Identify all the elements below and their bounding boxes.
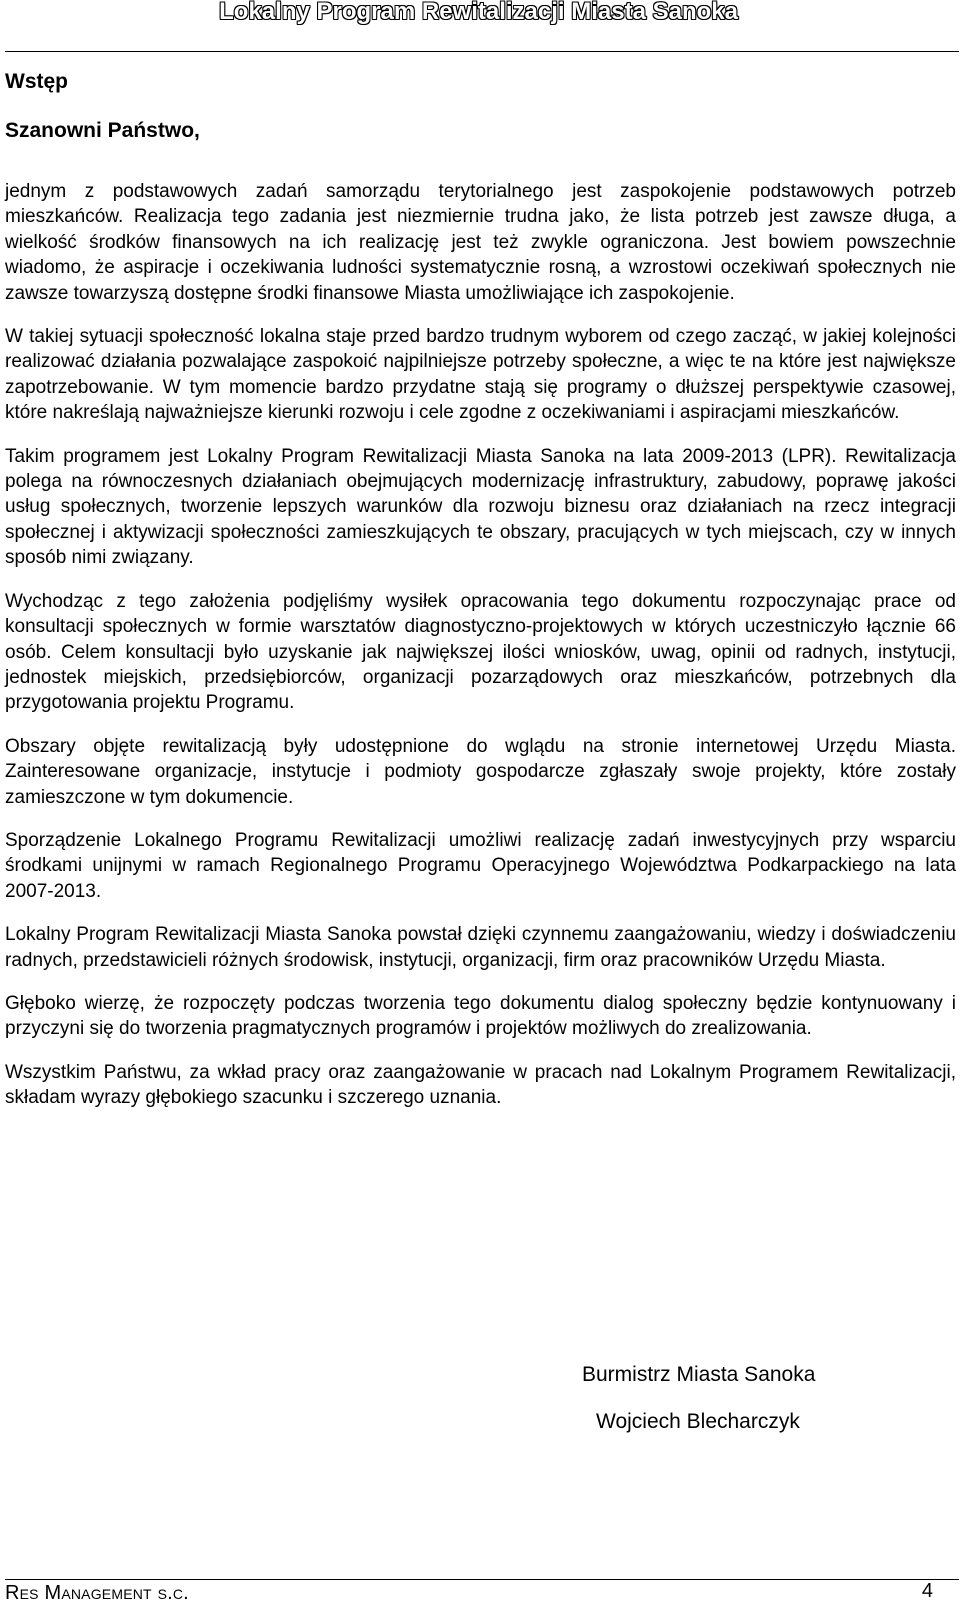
page-header <box>0 0 960 54</box>
body-paragraph: Lokalny Program Rewitalizacji Miasta Sanoka powstał dzięki czynnemu zaangażowaniu, wiedzy i doświadczeniu radnych, przedstawicieli różnych środowisk, instytucji, organizacji, firm oraz pracowników Urzędu Miasta. <box>5 924 956 971</box>
body-paragraph: jednym z podstawowych zadań samorządu terytorialnego jest zaspokojenie podstawowych potrzeb mieszkańców. Realizacja tego zadania jest niezmiernie trudna jako, że lista potrzeb jest zawsze długa, a wielkość środków finansowych na ich realizację jest też zwykle ograniczona. Jest bowiem powszechnie wiadomo, że aspiracje i oczekiwania ludności systematycznie rosną, a wzrostowi oczekiwań społecznych nie zawsze towarzyszą dostępne środki finansowe Miasta umożliwiające ich zaspokojenie. <box>5 181 956 304</box>
footer-rule <box>5 1579 959 1580</box>
section-heading: Wstęp <box>5 70 68 93</box>
footer-company: Res Management s.c. <box>5 1582 189 1604</box>
body-paragraph: Takim programem jest Lokalny Program Rewitalizacji Miasta Sanoka na lata 2009-2013 (LPR). Rewitalizacja polega na równoczesnych działaniach obejmujących modernizację infrastruktury, zabudowy, poprawę jakości usług społecznych, tworzenie lepszych warunków dla rozwoju biznesu oraz działaniach na rzecz integracji społecznej i aktywizacji społeczności zamieszkujących te obszary, pracujących w tych miejscach, czy w innych sposób nimi związany. <box>5 445 956 569</box>
body-paragraph: Sporządzenie Lokalnego Programu Rewitalizacji umożliwi realizację zadań inwestycyjnych przy wsparciu środkami unijnymi w ramach Regionalnego Programu Operacyjnego Województwa Podkarpackiego na lata 2007-2013. <box>5 829 956 902</box>
body-paragraph: Wychodząc z tego założenia podjęliśmy wysiłek opracowania tego dokumentu rozpoczynając prace od konsultacji społecznych w formie warsztatów diagnostyczno-projektowych w których uczestniczyło łącznie 66 osób. Celem konsultacji było uzyskanie jak największej ilości wniosków, uwag, opinii od radnych, instytucji, jednostek miejskich, przedsiębiorców, organizacji pozarządowych oraz mieszkańców, potrzebnych dla przygotowania projektu Programu. <box>5 590 956 714</box>
header-rule <box>5 51 959 52</box>
document-body <box>5 62 956 1129</box>
body-paragraph: W takiej sytuacji społeczność lokalna staje przed bardzo trudnym wyborem od czego zacząć, w jakiej kolejności realizować działania pozwalające zaspokoić najpilniejsze potrzeby społeczne, a więc te na które jest największe zapotrzebowanie. W tym momencie bardzo przydatne stają się programy o dłuższej perspektywie czasowej, które nakreślają najważniejsze kierunki rozwoju i cele zgodne z oczekiwaniami i aspiracjami mieszkańców. <box>5 326 956 424</box>
body-paragraph: Wszystkim Państwu, za wkład pracy oraz zaangażowanie w pracach nad Lokalnym Programem Rewitalizacji, składam wyrazy głębokiego szacunku i szczerego uznania. <box>5 1061 956 1109</box>
salutation: Szanowni Państwo, <box>5 119 200 142</box>
signature-role: Burmistrz Miasta Sanoka <box>582 1363 816 1386</box>
signature-name: Wojciech Blecharczyk <box>596 1410 800 1433</box>
body-paragraph: Obszary objęte rewitalizacją były udostępnione do wglądu na stronie internetowej Urzędu Miasta. Zainteresowane organizacje, instytucje i podmioty gospodarcze zgłaszały swoje projekty, które zostały zamieszczone w tym dokumencie. <box>5 735 956 808</box>
page-number: 4 <box>921 1580 933 1602</box>
running-title: Lokalny Program Rewitalizacji Miasta Sanoka <box>219 0 738 25</box>
body-paragraph: Głęboko wierzę, że rozpoczęty podczas tworzenia tego dokumentu dialog społeczny będzie kontynuowany i przyczyni się do tworzenia pragmatycznych programów i projektów możliwych do zrealizowania. <box>5 992 956 1040</box>
